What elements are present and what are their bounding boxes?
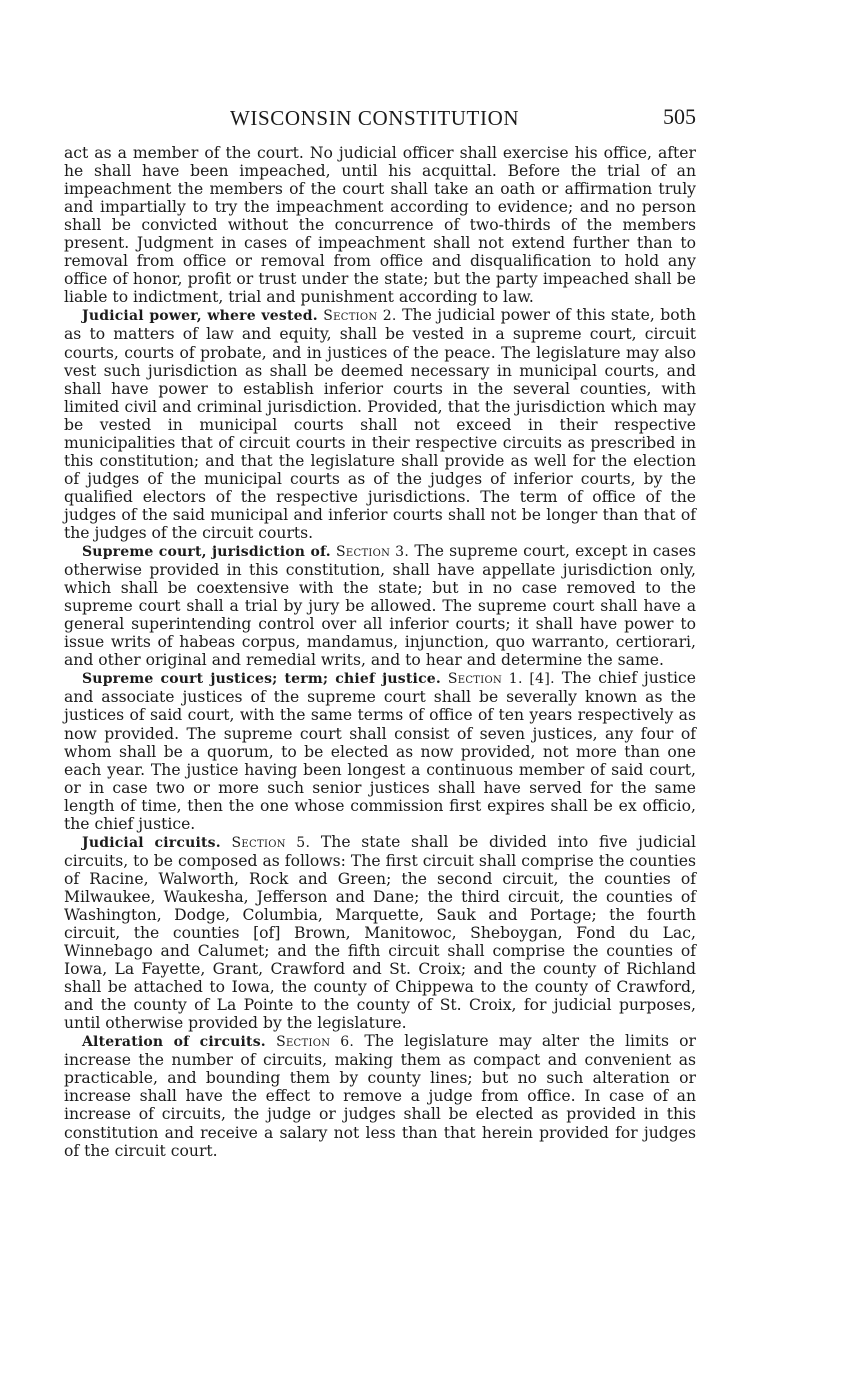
- side-heading: Alteration of circuits.: [82, 1034, 266, 1051]
- paragraph-impeachment-continued: [64, 144, 696, 306]
- section-label: Section 3.: [336, 544, 410, 561]
- side-heading: Supreme court justices; term; chief justice.: [82, 671, 441, 688]
- paragraph-section-2: [64, 306, 696, 542]
- paragraph-text: The legislature may alter the limits or increase the number of circuits, making them as compact and convenient as practicable, and bounding them by county lines; but no such alteration or increase shall have the effect to remove a judge from office. In case of an increase of circuits, the judge or judges shall be elected as provided in this constitution and receive a salary not less than that herein provided for judges of the circuit court.: [64, 1032, 696, 1160]
- paragraph-text: The supreme court, except in cases otherwise provided in this constitution, shall have appellate jurisdiction only, which shall be coextensive with the state; but in no case removed to the supreme court shall a trial by jury be allowed. The supreme court shall have a general superintending control over all inferior courts; it shall have power to issue writs of habeas corpus, mandamus, injunction, quo warranto, certiorari, and other original and remedial writs, and to hear and determine the same.: [64, 542, 696, 670]
- side-heading: Judicial power, where vested.: [82, 308, 318, 325]
- document-page: [64, 104, 696, 1160]
- page-number: 505: [663, 104, 696, 129]
- paragraph-section-4: [64, 669, 696, 832]
- side-heading: Supreme court, jurisdiction of.: [82, 544, 331, 561]
- paragraph-section-5: [64, 833, 696, 1033]
- section-label: Section 2.: [323, 308, 397, 325]
- paragraph-text: The judicial power of this state, both as to matters of law and equity, shall be vested in a supreme court, circuit courts, courts of probate, and in justices of the peace. The legislature may also vest such jurisdiction as shall be deemed necessary in municipal courts, and shall have power to establish inferior courts in the several counties, with limited civil and criminal jurisdiction. Provided, that the jurisdiction which may be vested in municipal courts shall not exceed in their respective municipalities that of circuit courts in their respective circuits as prescribed in this constitution; and that the legislature shall provide as well for the election of judges of the municipal courts as of the judges of inferior courts, by the qualified electors of the respective jurisdictions. The term of office of the judges of the said municipal and inferior courts shall not be longer than that of the judges of the circuit courts.: [64, 306, 696, 542]
- paragraph-section-3: [64, 542, 696, 669]
- running-header: [64, 104, 696, 134]
- section-label: Section 1. [4].: [447, 671, 555, 688]
- section-label: Section 6.: [276, 1034, 355, 1051]
- running-title: WISCONSIN CONSTITUTION: [230, 106, 520, 130]
- paragraph-text: The state shall be divided into five judicial circuits, to be composed as follows: The first circuit shall comprise the counties of Racine, Walworth, Rock and Green; the second circuit, the counties of Milwaukee, Waukesha, Jefferson and Dane; the third circuit, the counties of Washington, Dodge, Columbia, Marquette, Sauk and Portage; the fourth circuit, the counties [of] Brown, Manitowoc, Sheboygan, Fond du Lac, Winnebago and Calumet; and the fifth circuit shall comprise the counties of Iowa, La Fayette, Grant, Crawford and St. Croix; and the county of Richland shall be attached to Iowa, the county of Chippewa to the county of Crawford, and the county of La Pointe to the county of St. Croix, for judicial purposes, until otherwise provided by the legislature.: [64, 832, 696, 1033]
- paragraph-section-6: [64, 1032, 696, 1159]
- section-label: Section 5.: [231, 834, 311, 851]
- side-heading: Judicial circuits.: [82, 834, 221, 851]
- paragraph-text: The chief justice and associate justices of the supreme court shall be severally known as the justices of said court, with the same terms of office of ten years respectively as now provided. The supreme court shall consist of seven justices, any four of whom shall be a quorum, to be elected as now provided, not more than one each year. The justice having been longest a continuous member of said court, or in case two or more such senior justices shall have served for the same length of time, then the one whose commission first expires shall be ex officio, the chief justice.: [64, 669, 696, 833]
- paragraph-text: act as a member of the court. No judicial officer shall exercise his office, after he shall have been impeached, until his acquittal. Before the trial of an impeachment the members of the court shall take an oath or affirmation truly and impartially to try the impeachment according to evidence; and no person shall be convicted without the concurrence of two-thirds of the members present. Judgment in cases of impeachment shall not extend further than to removal from office or removal from office and disqualification to hold any office of honor, profit or trust under the state; but the party impeached shall be liable to indictment, trial and punishment according to law.: [64, 144, 696, 307]
